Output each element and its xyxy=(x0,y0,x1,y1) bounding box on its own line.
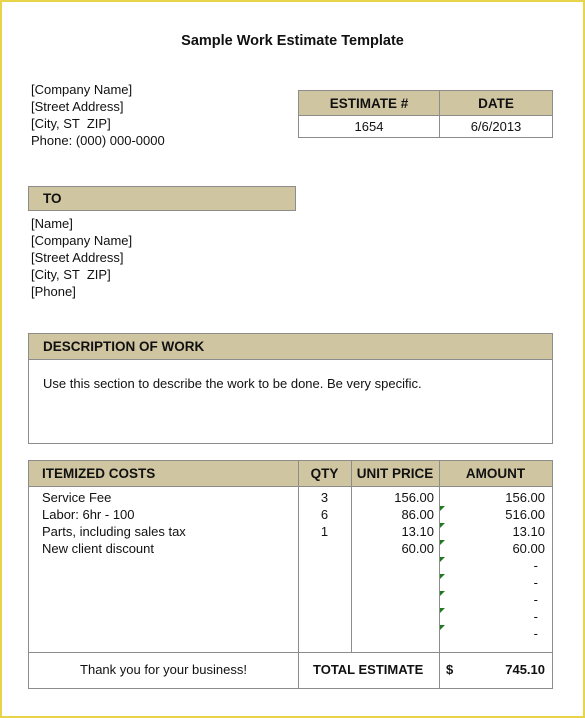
cost-qty[interactable]: 6 xyxy=(320,507,329,522)
cost-unit-price[interactable]: 60.00 xyxy=(401,541,434,556)
sender-city: [City, ST ZIP] xyxy=(31,116,111,131)
itemized-costs-table xyxy=(28,460,553,689)
cost-amount[interactable]: 156.00 xyxy=(505,490,545,505)
cost-amount[interactable]: 516.00 xyxy=(505,507,545,522)
description-header: DESCRIPTION OF WORK xyxy=(29,334,552,360)
recipient-company[interactable]: [Company Name] xyxy=(31,233,133,248)
cost-item[interactable]: New client discount xyxy=(42,541,154,556)
cost-row[interactable] xyxy=(29,557,552,574)
total-estimate-value: 745.10 xyxy=(505,662,545,677)
qty-column-header: QTY xyxy=(310,466,339,481)
description-text[interactable]: Use this section to describe the work to be done. Be very specific. xyxy=(43,376,422,391)
cell-comment-marker xyxy=(440,608,445,613)
recipient-street[interactable]: [Street Address] xyxy=(31,250,124,265)
item-column-header: ITEMIZED COSTS xyxy=(42,466,156,481)
sender-street: [Street Address] xyxy=(31,99,124,114)
cost-amount[interactable]: - xyxy=(533,575,538,590)
cell-comment-marker xyxy=(440,625,445,630)
description-section xyxy=(28,333,553,444)
cost-amount[interactable]: - xyxy=(533,609,538,624)
cost-row[interactable] xyxy=(29,506,552,523)
estimate-number-cell[interactable]: 1654 xyxy=(299,116,440,138)
cell-comment-marker xyxy=(440,506,445,511)
cost-amount[interactable]: 60.00 xyxy=(512,541,545,556)
sender-company: [Company Name] xyxy=(31,82,133,97)
cell-comment-marker xyxy=(440,523,445,528)
estimate-number-header: ESTIMATE # xyxy=(299,91,440,116)
cost-row[interactable] xyxy=(29,489,552,506)
cost-qty[interactable]: 1 xyxy=(320,524,329,539)
cost-unit-price[interactable]: 156.00 xyxy=(394,490,434,505)
cost-qty[interactable]: 3 xyxy=(320,490,329,505)
recipient-phone[interactable]: [Phone] xyxy=(31,284,76,299)
sender-address xyxy=(31,81,165,149)
cost-unit-price[interactable]: 13.10 xyxy=(401,524,434,539)
cost-amount[interactable]: - xyxy=(533,626,538,641)
cost-unit-price[interactable]: 86.00 xyxy=(401,507,434,522)
cost-row[interactable] xyxy=(29,523,552,540)
cell-comment-marker xyxy=(440,591,445,596)
date-cell[interactable]: 6/6/2013 xyxy=(440,116,553,138)
recipient-city[interactable]: [City, ST ZIP] xyxy=(31,267,111,282)
estimate-info-table xyxy=(298,90,553,138)
cost-item[interactable]: Parts, including sales tax xyxy=(42,524,186,539)
cell-comment-marker xyxy=(440,557,445,562)
recipient-address xyxy=(31,215,132,300)
unit-price-column-header: UNIT PRICE xyxy=(356,466,434,481)
date-header: DATE xyxy=(440,91,553,116)
cost-row[interactable] xyxy=(29,574,552,591)
cost-item[interactable]: Service Fee xyxy=(42,490,112,505)
cost-amount[interactable]: - xyxy=(533,558,538,573)
cost-row[interactable] xyxy=(29,591,552,608)
cost-amount[interactable]: - xyxy=(533,592,538,607)
cost-item[interactable]: Labor: 6hr - 100 xyxy=(42,507,135,522)
sender-phone: Phone: (000) 000-0000 xyxy=(31,133,165,148)
currency-symbol: $ xyxy=(446,662,454,677)
document-title: Sample Work Estimate Template xyxy=(181,33,404,49)
costs-header-row xyxy=(29,461,552,487)
total-row xyxy=(29,652,552,688)
total-estimate-label: TOTAL ESTIMATE xyxy=(313,662,424,677)
cost-row[interactable] xyxy=(29,540,552,557)
amount-column-header: AMOUNT xyxy=(465,466,526,481)
cell-comment-marker xyxy=(440,540,445,545)
recipient-name[interactable]: [Name] xyxy=(31,216,73,231)
to-header: TO xyxy=(28,186,296,211)
thank-you-note: Thank you for your business! xyxy=(80,662,247,677)
cost-amount[interactable]: 13.10 xyxy=(512,524,545,539)
cell-comment-marker xyxy=(440,574,445,579)
cost-row[interactable] xyxy=(29,625,552,642)
cost-row[interactable] xyxy=(29,608,552,625)
